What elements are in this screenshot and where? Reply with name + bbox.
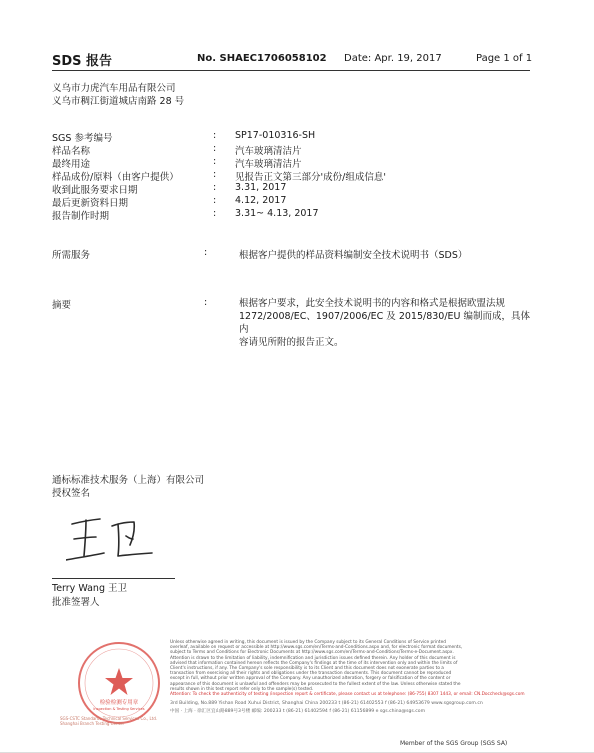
info-colon: : (213, 169, 217, 180)
signatory-name: Terry Wang 王卫 (52, 583, 127, 594)
info-colon: : (213, 156, 217, 167)
handwritten-signature (66, 512, 156, 574)
info-label-received-date: 收到此服务要求日期 (52, 185, 138, 196)
disclaimer-line: advised that information contained hereon reflects the Company's findings at the time of its intervention only and within the limits of (170, 660, 458, 666)
summary-line: 容请见所附的报告正文。 (239, 337, 344, 348)
footer-disclaimer (170, 640, 540, 715)
seal-star-icon (105, 668, 133, 695)
summary-text (239, 297, 539, 349)
disclaimer-line: Unless otherwise agreed in writing, this document is issued by the Company subject to its General Conditions of Service printed (170, 640, 446, 645)
info-label-composition: 样品成份/原料（由客户提供） (52, 172, 179, 183)
info-label-end-use: 最终用途 (52, 159, 91, 170)
report-title: SDS 报告 (52, 54, 113, 69)
address-english: 3rd Building, No.889 Yishan Road Xuhui District, Shanghai China 200233 t (86-21) 61402553 f (86-21) 64953679 www.sgsgroup.com.cn (170, 701, 483, 707)
disclaimer-line: appearance of this document is unlawful and offenders may be prosecuted to the fullest extent of the law. Unless otherwise stated the (170, 681, 461, 687)
disclaimer-line: Client's instructions, if any. The Company's sole responsibility is to its Client and this document does not exonerate parties to a (170, 666, 444, 672)
authorized-signature-label: 授权签名 (52, 488, 91, 499)
report-date: Date: Apr. 19, 2017 (344, 53, 442, 64)
seal-text-en: Inspection & Testing Services (93, 707, 145, 711)
disclaimer-line: except in full, without prior written approval of the Company. Any unauthorized alteration, forgery or falsification of the content or (170, 676, 451, 682)
info-colon: : (213, 130, 217, 141)
disclaimer-line: transaction from exercising all their rights and obligations under the transaction documents. This document cannot be reproduced (170, 671, 452, 677)
info-colon: : (213, 182, 217, 193)
info-value-end-use: 汽车玻璃清洁片 (235, 159, 302, 170)
info-value-sample-name: 汽车玻璃清洁片 (235, 146, 302, 157)
info-label-ref: SGS 参考编号 (52, 133, 113, 144)
info-label-updated-date: 最后更新资料日期 (52, 198, 129, 209)
summary-label: 摘要 (52, 300, 72, 311)
service-value: 根据客户提供的样品资料编制安全技术说明书（SDS） (239, 250, 468, 261)
report-number: No. SHAEC1706058102 (197, 53, 327, 64)
info-colon: : (213, 143, 217, 154)
disclaimer-line: results shown in this test report refer only to the sample(s) tested. (170, 686, 314, 692)
info-label-sample-name: 样品名称 (52, 146, 91, 157)
disclaimer-line: Attention is drawn to the limitation of liability, indemnification and jurisdiction issues defined therein. Any holder of this document is (170, 655, 456, 661)
info-value-report-period: 3.31~ 4.13, 2017 (235, 208, 319, 219)
signature-graphic (66, 512, 156, 570)
summary-line: 根据客户要求，此安全技术说明书的内容和格式是根据欧盟法规 (239, 298, 506, 309)
service-colon: : (204, 247, 208, 258)
seal-graphic (76, 640, 162, 726)
client-name: 义乌市力虎汽车用品有限公司 (52, 83, 176, 94)
summary-line: 1272/2008/EC、1907/2006/EC 及 2015/830/EU 编制而成，具体内 (239, 311, 531, 335)
info-colon: : (213, 195, 217, 206)
info-value-updated-date: 4.12, 2017 (235, 195, 287, 206)
service-label: 所需服务 (52, 250, 91, 261)
issuing-company: 通标标准技术服务（上海）有限公司 (52, 475, 205, 486)
info-label-report-period: 报告制作时期 (52, 211, 110, 222)
info-value-received-date: 3.31, 2017 (235, 182, 287, 193)
page-indicator: Page 1 of 1 (476, 53, 533, 64)
disclaimer-line: overleaf, available on request or accessible at http://www.sgs.com/en/Terms-and-Conditions.aspx and, for electronic format documents, (170, 645, 463, 651)
info-value-composition: 见报告正文第三部分'成份/组成信息' (235, 172, 386, 183)
seal-side-text: SGS-CSTC Standards Technical Services Co., Ltd. Shanghai Branch Testing Center (60, 716, 158, 726)
signature-line (52, 578, 175, 579)
signatory-role: 批准签署人 (52, 597, 100, 608)
client-address: 义乌市稠江街道城店南路 28 号 (52, 96, 185, 107)
seal-text: 检验检测专用章 (99, 700, 139, 706)
sgs-member-line: Member of the SGS Group (SGS SA) (400, 740, 508, 747)
address-chinese: 中国 · 上海 · 徐汇区宜山路889号3号楼 邮编: 200233 t (86-21) 61402594 f (86-21) 61156899 e sgs.china@sgs.com (170, 709, 426, 715)
info-colon: : (213, 208, 217, 219)
header-rule (52, 70, 530, 71)
authenticity-notice: Attention: To check the authenticity of testing /inspection report & certificate, please contact us at telephone: (86-755) 8307 1443, or email: CN.Doccheck@sgs.com (170, 692, 525, 698)
disclaimer-line: subject to Terms and Conditions for Electronic Documents at http://www.sgs.com/en/Terms-and-Conditions/Terms-e-Document.aspx. (170, 650, 454, 656)
summary-colon: : (204, 297, 208, 308)
info-value-ref: SP17-010316-SH (235, 130, 316, 141)
